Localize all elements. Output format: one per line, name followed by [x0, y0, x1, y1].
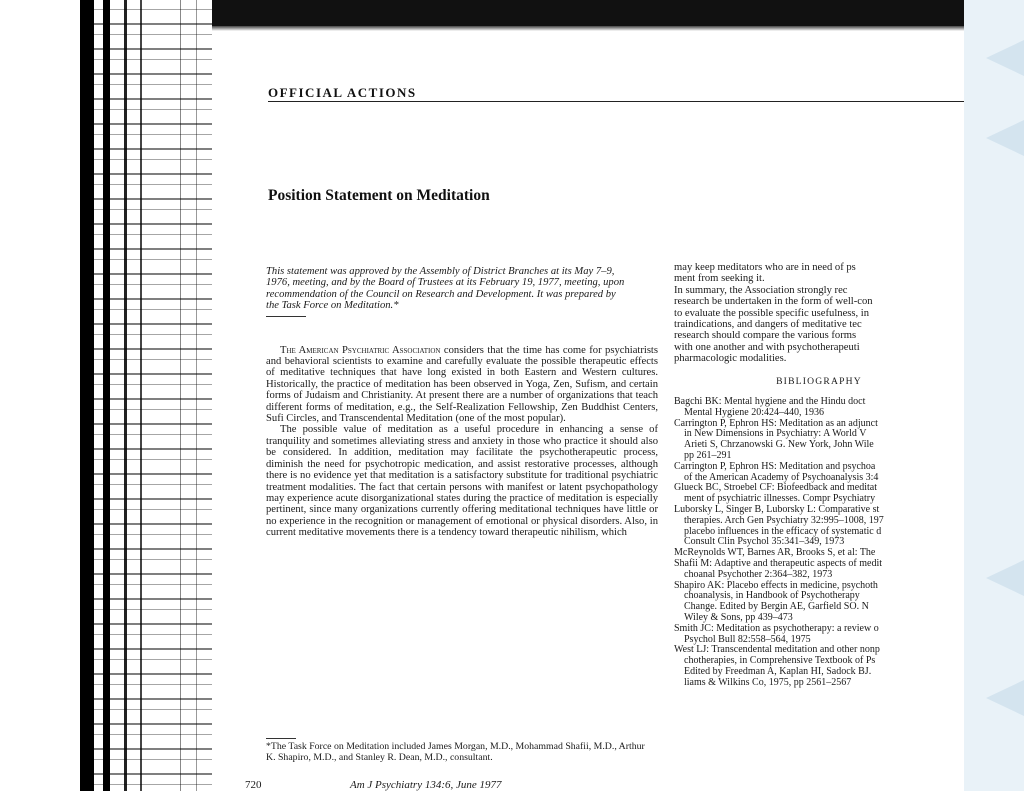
viewer-background-left	[0, 0, 80, 791]
bibliography-entry-continuation: choanal Psychother 2:364–382, 1973	[684, 568, 833, 580]
summary-line: In summary, the Association strongly rec	[674, 284, 848, 296]
summary-line: with one another and with psychotherapeuti	[674, 341, 860, 353]
footnote: *The Task Force on Meditation included James Morgan, M.D., Mohammad Shafii, M.D., Arthur K. Shapiro, M.D., and Stanley R. Dean, M.D., consultant.	[266, 741, 645, 763]
bibliography-entry	[674, 483, 964, 505]
bibliography-entry-first-line: Shafii M: Adaptive and therapeutic aspects of medit	[674, 558, 882, 570]
bibliography-entry-continuation: in New Dimensions in Psychiatry: A World V	[684, 428, 867, 440]
bibliography-entry-continuation: placebo influences in the efficacy of systematic d	[684, 525, 882, 537]
bibliography-entry-continuation: liams & Wilkins Co, 1975, pp 2561–2567	[684, 676, 852, 688]
bibliography-entry-first-line: Carrington P, Ephron HS: Meditation and psychoa	[674, 460, 876, 472]
summary-line: pharmacologic modalities.	[674, 353, 787, 365]
footnote-rule	[266, 738, 296, 739]
bibliography-entry-first-line: Glueck BC, Stroebel CF: Biofeedback and meditat	[674, 482, 878, 494]
viewer-background-right	[964, 0, 1024, 791]
bibliography-entry-continuation: therapies. Arch Gen Psychiatry 32:995–1008, 197	[684, 514, 884, 526]
bibliography-entry	[674, 397, 964, 419]
summary-line: research should compare the various forms	[674, 330, 857, 342]
scan-top-border	[80, 0, 964, 26]
bibliography-entry-continuation: Consult Clin Psychol 35:341–349, 1973	[684, 536, 845, 548]
bibliography-list	[674, 397, 964, 689]
bibliography-entry-first-line: Luborsky L, Singer B, Luborsky L: Comparative st	[674, 504, 880, 516]
bibliography-entry-continuation: Psychol Bull 82:558–564, 1975	[684, 633, 811, 645]
bibliography-entry-continuation: Mental Hygiene 20:424–440, 1936	[684, 406, 824, 418]
bibliography-entry	[674, 559, 964, 581]
summary-line: may keep meditators who are in need of ps	[674, 262, 856, 273]
approval-rule	[266, 316, 306, 317]
bibliography-entry-continuation: Arieti S, Chrzanowski G. New York, John Wile	[684, 439, 874, 451]
summary-line: ment from seeking it.	[674, 273, 765, 285]
page-number: 720	[245, 779, 262, 791]
bibliography-heading: BIBLIOGRAPHY	[776, 375, 862, 387]
bibliography-entry-continuation: of the American Academy of Psychoanalysis 3:4	[684, 471, 879, 483]
page-title: Position Statement on Meditation	[268, 187, 490, 204]
body-paragraph-2: The possible value of meditation as a useful procedure in enhancing a sense of tranquility and sometimes alleviating stress and anxiety in those who practice it should also be considered. In addition, meditation may facilitate the psychotherapeutic process, diminish the need for psychotropic medication, and assist restorative processes, although there is no evidence yet that meditation is a satisfactory substitute for traditional psychiatric treatment modalities. The fact that certain persons with manifest or latent psychopathology may experience acute disorganizational states during the practice of meditation is especially pertinent, since many organizations currently offering meditational techniques have little or no experience in the recognition or management of emotional or physical disorders. Also, in current meditative movements there is a tendency toward therapeutic nihilism, which	[266, 424, 658, 539]
scanned-page	[80, 0, 964, 791]
bibliography-entry-first-line: Smith JC: Meditation as psychotherapy: a review o	[674, 622, 879, 634]
scan-binding-edge	[80, 0, 212, 791]
bibliography-entry-continuation: Change. Edited by Bergin AE, Garfield SO. N	[684, 601, 869, 613]
bibliography-entry	[674, 419, 964, 462]
bibliography-entry-first-line: West LJ: Transcendental meditation and other nonp	[674, 644, 880, 656]
bibliography-entry-continuation: ment of psychiatric illnesses. Compr Psychiatry	[684, 493, 876, 505]
decorative-chevron-icon	[986, 120, 1024, 156]
right-column	[674, 262, 964, 689]
header-rule	[268, 101, 964, 102]
bibliography-entry-continuation: pp 261–291	[684, 450, 732, 462]
section-heading: OFFICIAL ACTIONS	[268, 85, 417, 100]
body-paragraph-1	[266, 345, 658, 425]
bibliography-entry	[674, 505, 964, 548]
bibliography-entry	[674, 624, 964, 646]
left-column	[266, 266, 658, 539]
bibliography-entry-first-line: Bagchi BK: Mental hygiene and the Hindu doct	[674, 396, 866, 408]
bibliography-entry	[674, 581, 964, 624]
paragraph-1-text: considers that the time has come for psychiatrists and behavioral scientists to examine and carefully evaluate the possible therapeutic effects of meditative techniques that have long existed in both Eastern and Western cultures. Historically, the practice of meditation has been observed in Yoga, Zen, Sufism, and certain forms of Judaism and Christianity. At present there are a number of organizations that teach different forms of meditation, e.g., the Self-Realization Fellowship, Zen Buddhist Centers, Sufi Circles, and Transcendental Meditation (one of the most popular).	[266, 344, 659, 425]
bibliography-entry	[674, 645, 964, 688]
decorative-chevron-icon	[986, 40, 1024, 76]
decorative-chevron-icon	[986, 680, 1024, 716]
journal-citation: Am J Psychiatry 134:6, June 1977	[350, 779, 502, 791]
summary-line: to evaluate the possible specific usefulness, in	[674, 307, 870, 319]
bibliography-entry-first-line: Shapiro AK: Placebo effects in medicine, psychoth	[674, 579, 878, 591]
bibliography-entry-first-line: McReynolds WT, Barnes AR, Brooks S, et al: The	[674, 547, 876, 559]
bibliography-entry-continuation: choanalysis, in Handbook of Psychotherapy	[684, 590, 860, 602]
bibliography-entry-continuation: Wiley & Sons, pp 439–473	[684, 612, 793, 623]
lead-small-caps: The American Psychiatric Association	[280, 344, 441, 356]
bibliography-entry-continuation: Edited by Freedman A, Kaplan HI, Sadock BJ.	[684, 665, 872, 677]
bibliography-entry-continuation: chotherapies, in Comprehensive Textbook of Ps	[684, 655, 876, 667]
bibliography-entry	[674, 462, 964, 484]
summary-line: research be undertaken in the form of well-con	[674, 296, 873, 308]
summary-text	[674, 262, 964, 365]
bibliography-entry-first-line: Carrington P, Ephron HS: Meditation as an adjunct	[674, 417, 878, 429]
decorative-chevron-icon	[986, 560, 1024, 596]
summary-line: traindications, and dangers of meditative tec	[674, 319, 862, 331]
approval-note: This statement was approved by the Assembly of District Branches at its May 7–9, 1976, meeting, and by the Board of Trustees at its February 19, 1977, meeting, upon recommendation of the Council on Research and Development. It was prepared by the Task Force on Meditation.*	[266, 266, 625, 312]
